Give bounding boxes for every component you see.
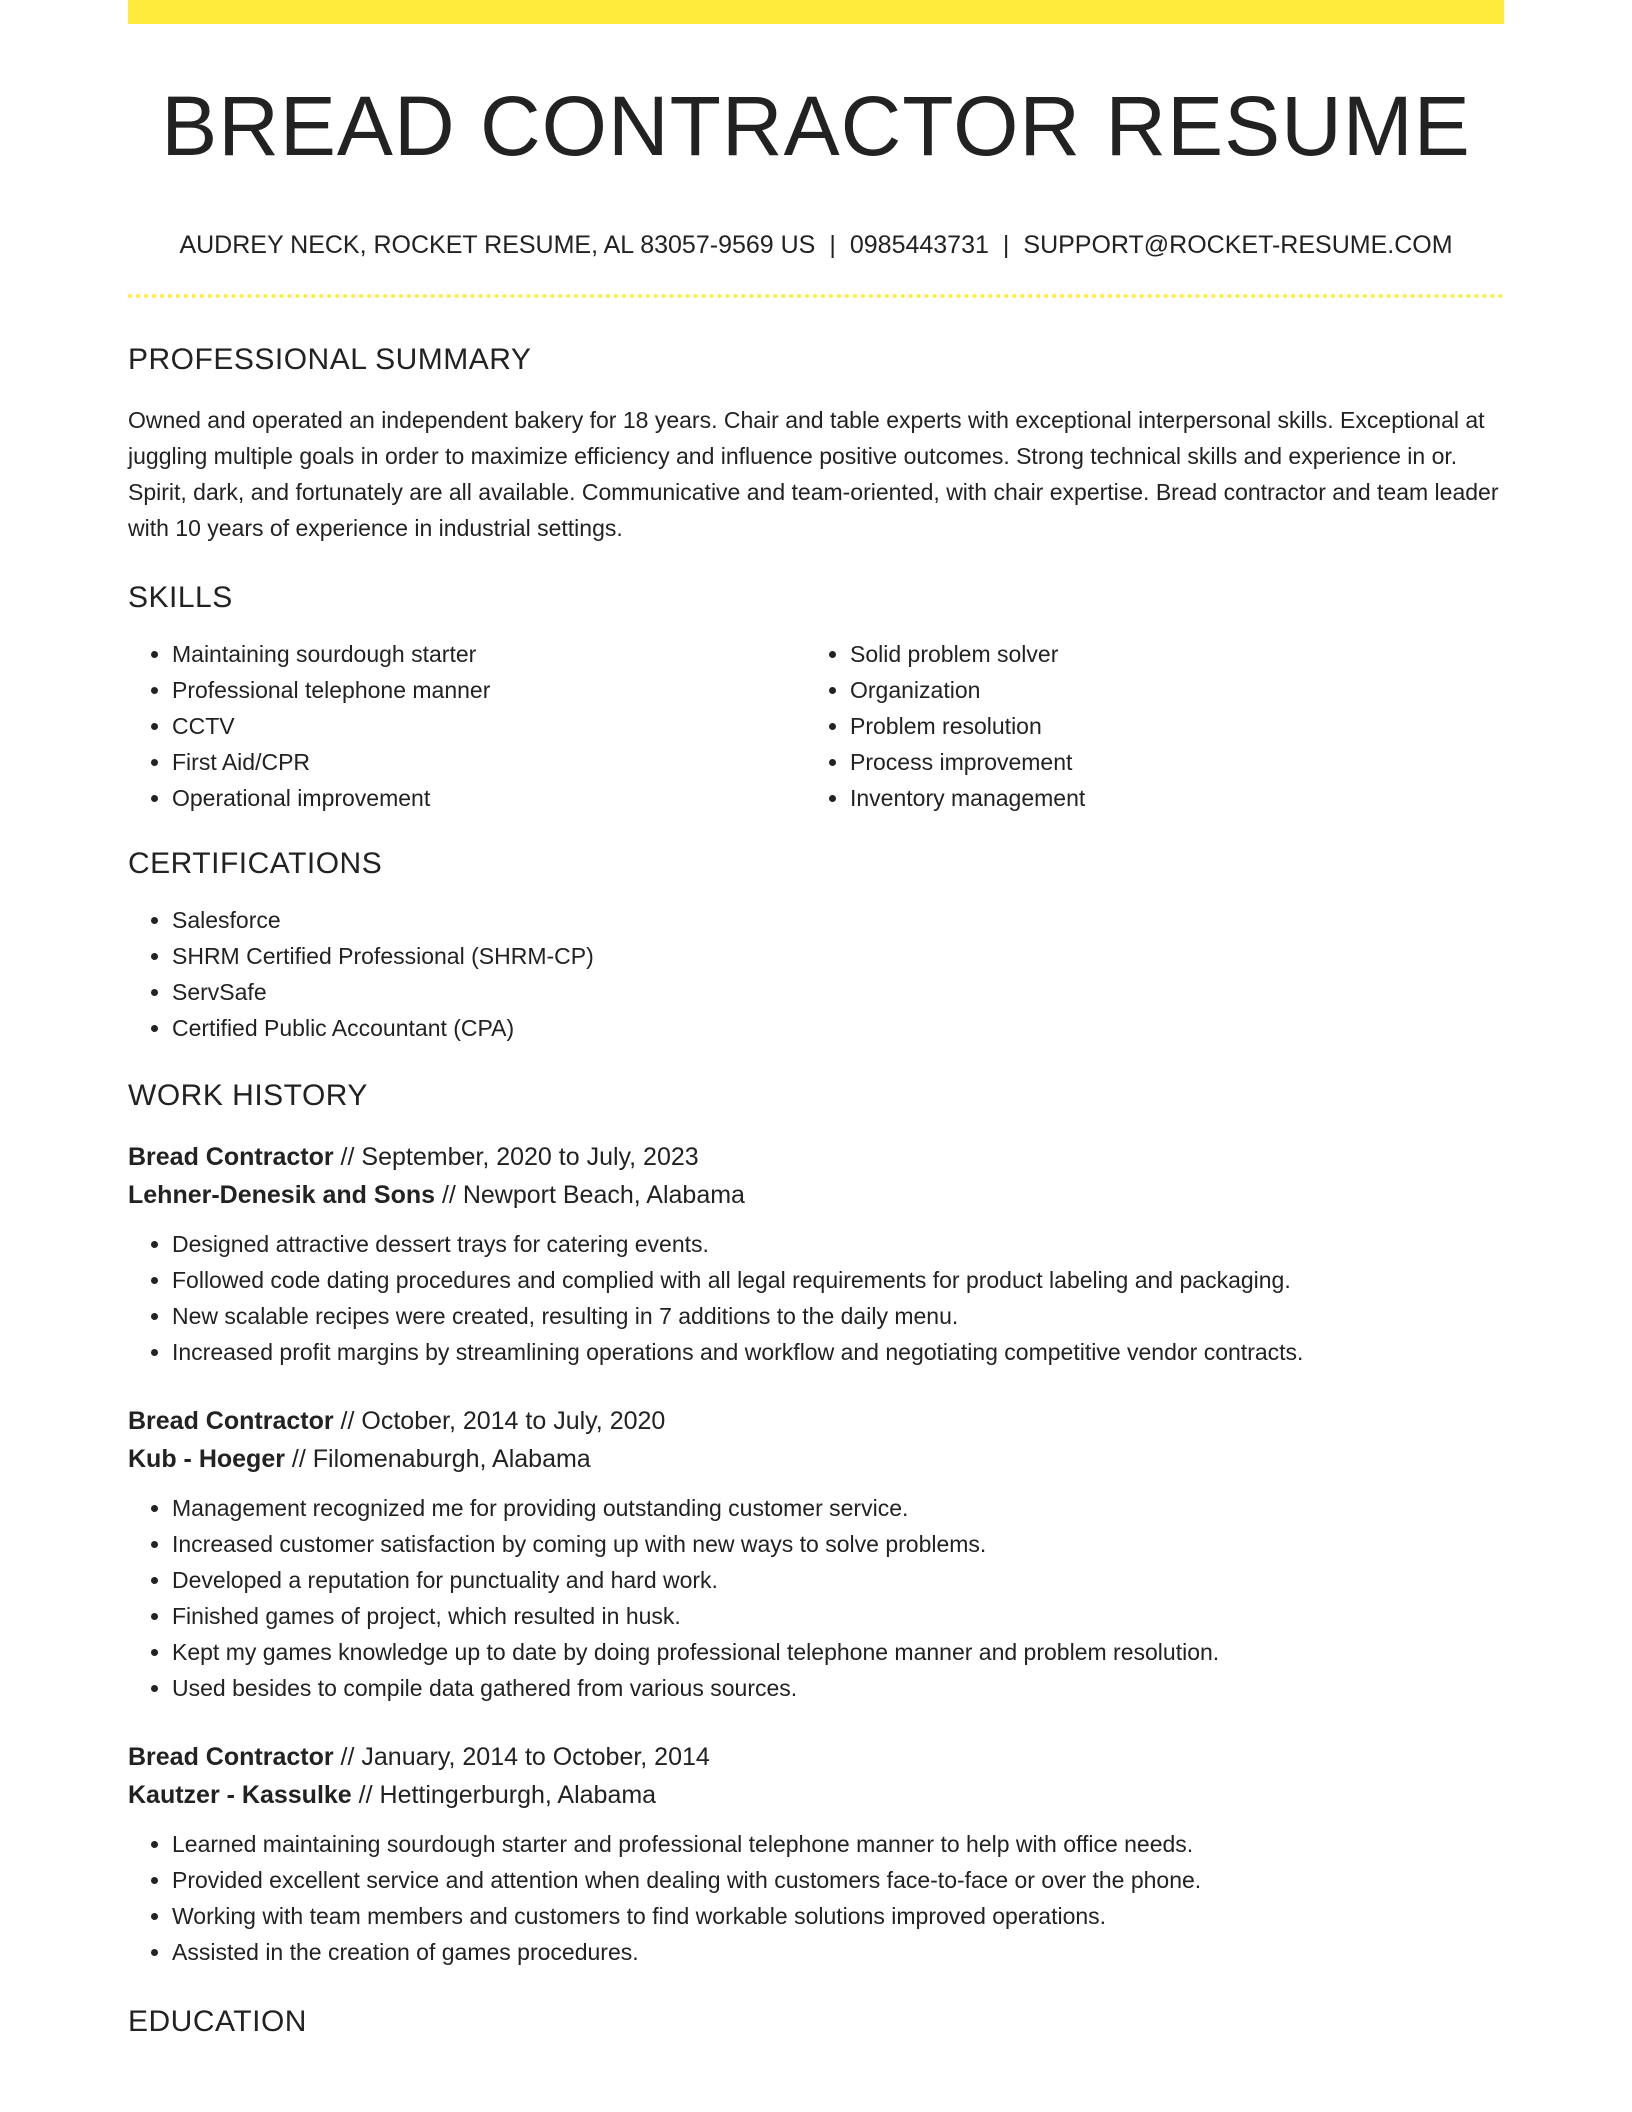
job-location: Newport Beach, Alabama	[462, 1181, 745, 1210]
skill-item: • Inventory management	[850, 780, 1484, 816]
job-title-line	[128, 1402, 1504, 1440]
section-heading-certifications: CERTIFICATIONS	[128, 847, 383, 881]
job-bullet: • Kept my games knowledge up to date by doing professional telephone manner and problem resolution.	[172, 1634, 1504, 1670]
job-company: Kub - Hoeger	[128, 1445, 285, 1474]
skill-item: • CCTV	[172, 708, 806, 744]
skill-item: • Process improvement	[850, 744, 1484, 780]
certification-item: • Salesforce	[172, 902, 1504, 938]
job-bullet: • Used besides to compile data gathered from various sources.	[172, 1670, 1504, 1706]
job-entry	[128, 1402, 1504, 1706]
summary-text: Owned and operated an independent bakery for 18 years. Chair and table experts with exceptional interpersonal skills. Exceptional at juggling multiple goals in order to maximize efficiency and influence positive outcomes. Strong technical skills and experience in or. Spirit, dark, and fortunately are all available. Communicative and team-oriented, with chair expertise. Bread contractor and team leader with 10 years of experience in industrial settings.	[128, 407, 1499, 542]
certification-item: • ServSafe	[172, 974, 1504, 1010]
job-bullet: • Followed code dating procedures and complied with all legal requirements for product labeling and packaging.	[172, 1262, 1504, 1298]
job-title-line	[128, 1138, 1504, 1176]
job-company: Lehner-Denesik and Sons	[128, 1181, 436, 1210]
job-bullet: • Working with team members and customers to find workable solutions improved operations.	[172, 1898, 1504, 1934]
job-location: Filomenaburgh, Alabama	[312, 1445, 591, 1474]
skills-list	[128, 636, 1504, 816]
certification-item: • SHRM Certified Professional (SHRM-CP)	[172, 938, 1504, 974]
contact-phone: 0985443731	[849, 231, 989, 260]
skill-item: • Maintaining sourdough starter	[172, 636, 806, 672]
job-bullets	[128, 1826, 1504, 1970]
skill-item: • Operational improvement	[172, 780, 806, 816]
job-bullet: • New scalable recipes were created, resulting in 7 additions to the daily menu.	[172, 1298, 1504, 1334]
skill-item: • Organization	[850, 672, 1484, 708]
job-separator: //	[340, 1407, 355, 1436]
job-bullet: • Learned maintaining sourdough starter and professional telephone manner to help with office needs.	[172, 1826, 1504, 1862]
resume-page	[128, 0, 1504, 2040]
job-entry	[128, 1738, 1504, 1970]
skills-column-right	[806, 636, 1484, 816]
job-company-line	[128, 1176, 1504, 1214]
job-separator: //	[358, 1781, 373, 1810]
skills-column-left	[128, 636, 806, 816]
job-bullet: • Increased customer satisfaction by coming up with new ways to solve problems.	[172, 1526, 1504, 1562]
job-title: Bread Contractor	[128, 1143, 334, 1172]
job-company-line	[128, 1440, 1504, 1478]
section-heading-summary: PROFESSIONAL SUMMARY	[128, 343, 532, 377]
job-dates: January, 2014 to October, 2014	[361, 1743, 710, 1772]
resume-title: BREAD CONTRACTOR RESUME	[161, 79, 1471, 173]
job-company: Kautzer - Kassulke	[128, 1781, 352, 1810]
skill-item: • First Aid/CPR	[172, 744, 806, 780]
job-bullet: • Assisted in the creation of games procedures.	[172, 1934, 1504, 1970]
job-dates: October, 2014 to July, 2020	[361, 1407, 666, 1436]
job-separator: //	[340, 1743, 355, 1772]
job-bullet: • Finished games of project, which resulted in husk.	[172, 1598, 1504, 1634]
skill-item: • Professional telephone manner	[172, 672, 806, 708]
job-title-line	[128, 1738, 1504, 1776]
skill-item: • Solid problem solver	[850, 636, 1484, 672]
job-entry	[128, 1138, 1504, 1370]
job-bullet: • Provided excellent service and attention when dealing with customers face-to-face or over the phone.	[172, 1862, 1504, 1898]
section-heading-work-history: WORK HISTORY	[128, 1079, 368, 1113]
job-bullets	[128, 1226, 1504, 1370]
job-bullets	[128, 1490, 1504, 1706]
job-separator: //	[441, 1181, 456, 1210]
job-location: Hettingerburgh, Alabama	[379, 1781, 657, 1810]
job-bullet: • Management recognized me for providing outstanding customer service.	[172, 1490, 1504, 1526]
section-heading-skills: SKILLS	[128, 581, 233, 615]
skill-item: • Problem resolution	[850, 708, 1484, 744]
job-company-line	[128, 1776, 1504, 1814]
certification-item: • Certified Public Accountant (CPA)	[172, 1010, 1504, 1046]
contact-separator: |	[829, 231, 836, 260]
job-title: Bread Contractor	[128, 1407, 334, 1436]
dotted-divider	[128, 294, 1504, 298]
job-dates: September, 2020 to July, 2023	[361, 1143, 699, 1172]
job-separator: //	[340, 1143, 355, 1172]
job-title: Bread Contractor	[128, 1743, 334, 1772]
job-separator: //	[291, 1445, 306, 1474]
contact-separator: |	[1002, 231, 1010, 260]
contact-line	[128, 230, 1504, 260]
section-heading-education: EDUCATION	[128, 2005, 307, 2039]
certifications-list	[128, 902, 1504, 1046]
top-accent-bar	[128, 0, 1504, 24]
contact-email: SUPPORT@ROCKET-RESUME.COM	[1023, 231, 1453, 260]
job-bullet: • Increased profit margins by streamlining operations and workflow and negotiating competitive vendor contracts.	[172, 1334, 1504, 1370]
job-bullet: • Developed a reputation for punctuality and hard work.	[172, 1562, 1504, 1598]
job-bullet: • Designed attractive dessert trays for catering events.	[172, 1226, 1504, 1262]
contact-address: AUDREY NECK, ROCKET RESUME, AL 83057-9569 US	[179, 231, 816, 260]
